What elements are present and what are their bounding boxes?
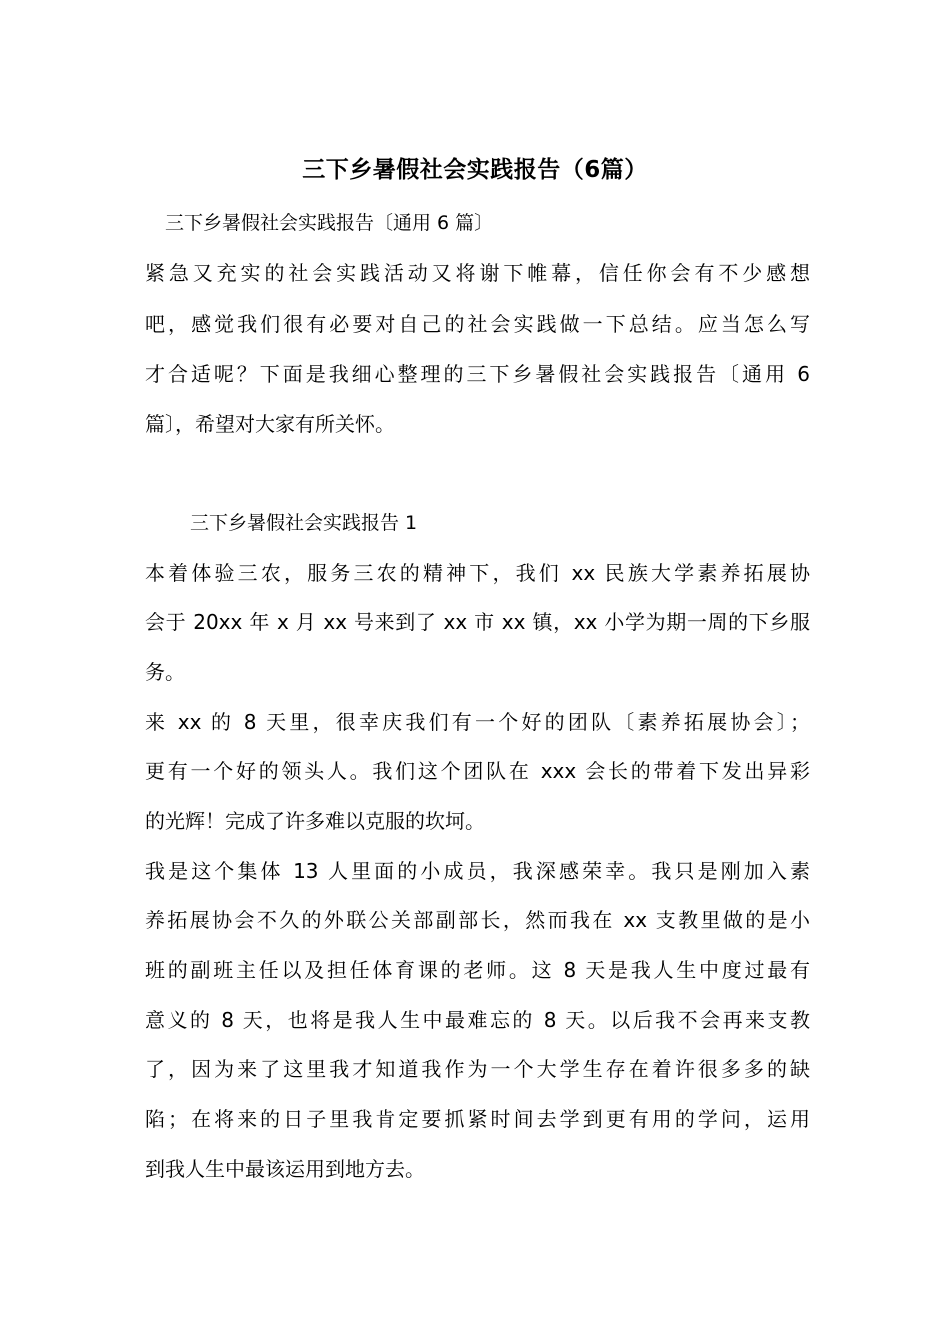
paragraph-line: 到我人生中最该运用到地方去。 (145, 1157, 425, 1181)
paragraph-line: 意义的 8 天，也将是我人生中最难忘的 8 天。以后我不会再来支教 (145, 1008, 810, 1032)
paragraph-line: 会于 20xx 年 x 月 xx 号来到了 xx 市 xx 镇，xx 小学为期一周的下乡服 (145, 610, 810, 634)
intro-line: 吧，感觉我们很有必要对自己的社会实践做一下总结。应当怎么写 (145, 312, 810, 336)
paragraph-line: 了，因为来了这里我才知道我作为一个大学生存在着许很多多的缺 (145, 1057, 810, 1081)
paragraph-line: 陷；在将来的日子里我肯定要抓紧时间去学到更有用的学问，运用 (145, 1107, 810, 1131)
paragraph-line: 我是这个集体 13 人里面的小成员，我深感荣幸。我只是刚加入素 (145, 859, 810, 883)
intro-line: 才合适呢？下面是我细心整理的三下乡暑假社会实践报告〔通用 6 (145, 362, 810, 386)
section-heading: 三下乡暑假社会实践报告 1 (190, 512, 418, 534)
paragraph-line: 养拓展协会不久的外联公关部副部长，然而我在 xx 支教里做的是小 (145, 908, 810, 932)
paragraph-line: 的光辉！完成了许多难以克服的坎坷。 (145, 809, 485, 833)
paragraph-line: 班的副班主任以及担任体育课的老师。这 8 天是我人生中度过最有 (145, 958, 810, 982)
paragraph-line: 更有一个好的领头人。我们这个团队在 xxx 会长的带着下发出异彩 (145, 759, 810, 783)
intro-line: 紧急又充实的社会实践活动又将谢下帷幕，信任你会有不少感想 (145, 261, 810, 285)
paragraph-line: 本着体验三农，服务三农的精神下，我们 xx 民族大学素养拓展协 (145, 561, 810, 585)
intro-line: 篇〕，希望对大家有所关怀。 (145, 412, 395, 436)
paragraph-line: 来 xx 的 8 天里，很幸庆我们有一个好的团队〔素养拓展协会〕； (145, 710, 810, 734)
document-title: 三下乡暑假社会实践报告（6篇） (302, 157, 648, 183)
document-subtitle: 三下乡暑假社会实践报告〔通用 6 篇〕 (165, 212, 494, 234)
paragraph-line: 务。 (145, 660, 185, 684)
